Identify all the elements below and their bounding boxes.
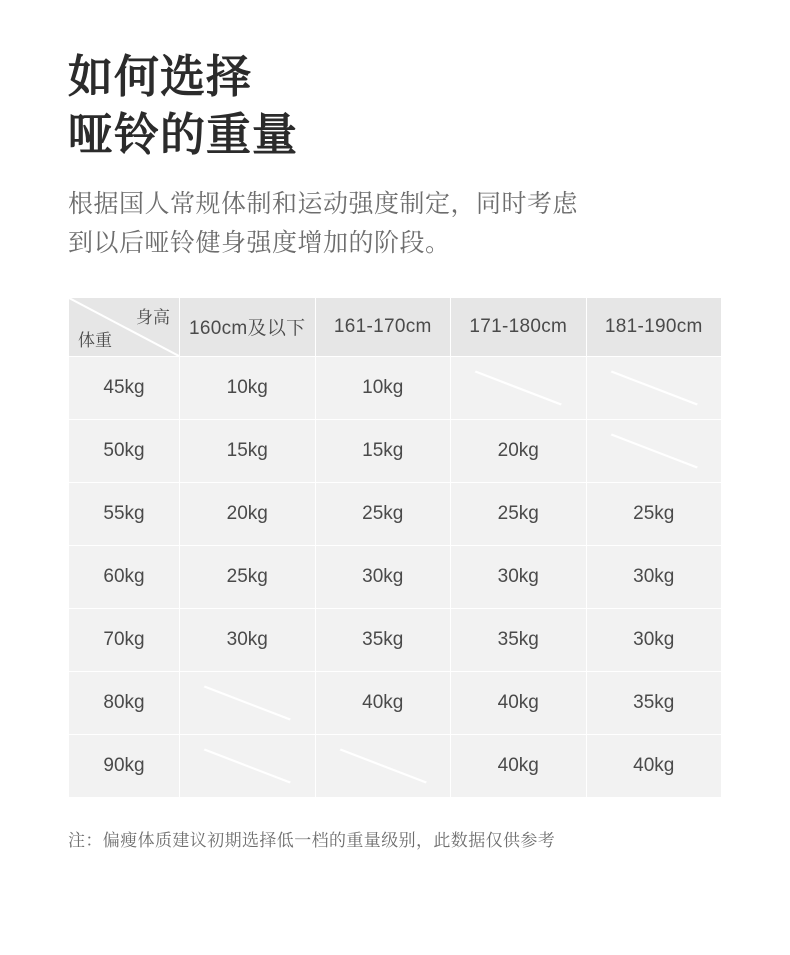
cell-r1-c0: 15kg — [180, 419, 316, 482]
table-header-row — [69, 297, 722, 356]
table-row — [69, 482, 722, 545]
page-title-line-2: 哑铃的重量 — [68, 108, 299, 160]
table-corner-cell — [69, 297, 180, 356]
cell-r5-c1: 40kg — [315, 671, 451, 734]
empty-cell-slash-icon — [180, 672, 315, 734]
column-header-1: 160cm及以下 — [180, 297, 316, 356]
cell-r0-c2 — [451, 356, 587, 419]
cell-r2-c3: 25kg — [586, 482, 722, 545]
table-row — [69, 671, 722, 734]
table-footnote: 注：偏瘦体质建议初期选择低一档的重量级别，此数据仅供参考 — [68, 830, 556, 850]
cell-r2-c1: 25kg — [315, 482, 451, 545]
row-header-weight: 50kg — [69, 419, 180, 482]
table-row — [69, 356, 722, 419]
row-header-weight: 55kg — [69, 482, 180, 545]
page-title — [68, 0, 722, 163]
table-row — [69, 545, 722, 608]
page-title-line-1: 如何选择 — [68, 51, 253, 102]
row-header-weight: 90kg — [69, 734, 180, 797]
column-header-4: 181-190cm — [586, 297, 722, 356]
corner-height-label: 身高 — [136, 307, 170, 327]
table-row — [69, 419, 722, 482]
cell-r4-c2: 35kg — [451, 608, 587, 671]
page-subtitle-line-2: 到以后哑铃健身强度增加的阶段。 — [68, 228, 451, 257]
table-row — [69, 734, 722, 797]
cell-r4-c1: 35kg — [315, 608, 451, 671]
cell-r0-c1: 10kg — [315, 356, 451, 419]
cell-r3-c1: 30kg — [315, 545, 451, 608]
cell-r6-c0 — [180, 734, 316, 797]
cell-r0-c3 — [586, 356, 722, 419]
cell-r2-c2: 25kg — [451, 482, 587, 545]
corner-weight-label: 体重 — [78, 330, 112, 350]
cell-r4-c0: 30kg — [180, 608, 316, 671]
cell-r5-c3: 35kg — [586, 671, 722, 734]
cell-r3-c0: 25kg — [180, 545, 316, 608]
empty-cell-slash-icon — [180, 735, 315, 797]
cell-r3-c2: 30kg — [451, 545, 587, 608]
empty-cell-slash-icon — [587, 357, 722, 419]
row-header-weight: 45kg — [69, 356, 180, 419]
cell-r4-c3: 30kg — [586, 608, 722, 671]
cell-r6-c3: 40kg — [586, 734, 722, 797]
row-header-weight: 70kg — [69, 608, 180, 671]
row-header-weight: 80kg — [69, 671, 180, 734]
cell-r1-c1: 15kg — [315, 419, 451, 482]
cell-r5-c2: 40kg — [451, 671, 587, 734]
empty-cell-slash-icon — [316, 735, 451, 797]
row-header-weight: 60kg — [69, 545, 180, 608]
cell-r1-c3 — [586, 419, 722, 482]
table-row — [69, 608, 722, 671]
cell-r5-c0 — [180, 671, 316, 734]
cell-r2-c0: 20kg — [180, 482, 316, 545]
empty-cell-slash-icon — [587, 420, 722, 482]
table-body — [69, 356, 722, 797]
cell-r6-c1 — [315, 734, 451, 797]
matrix-table — [68, 297, 722, 798]
page-subtitle-line-1: 根据国人常规体制和运动强度制定，同时考虑 — [68, 190, 579, 219]
weight-recommendation-table — [68, 297, 722, 798]
column-header-3: 171-180cm — [451, 297, 587, 356]
cell-r0-c0: 10kg — [180, 356, 316, 419]
cell-r3-c3: 30kg — [586, 545, 722, 608]
cell-r6-c2: 40kg — [451, 734, 587, 797]
page-subtitle — [68, 185, 722, 263]
cell-r1-c2: 20kg — [451, 419, 587, 482]
empty-cell-slash-icon — [451, 357, 586, 419]
column-header-2: 161-170cm — [315, 297, 451, 356]
